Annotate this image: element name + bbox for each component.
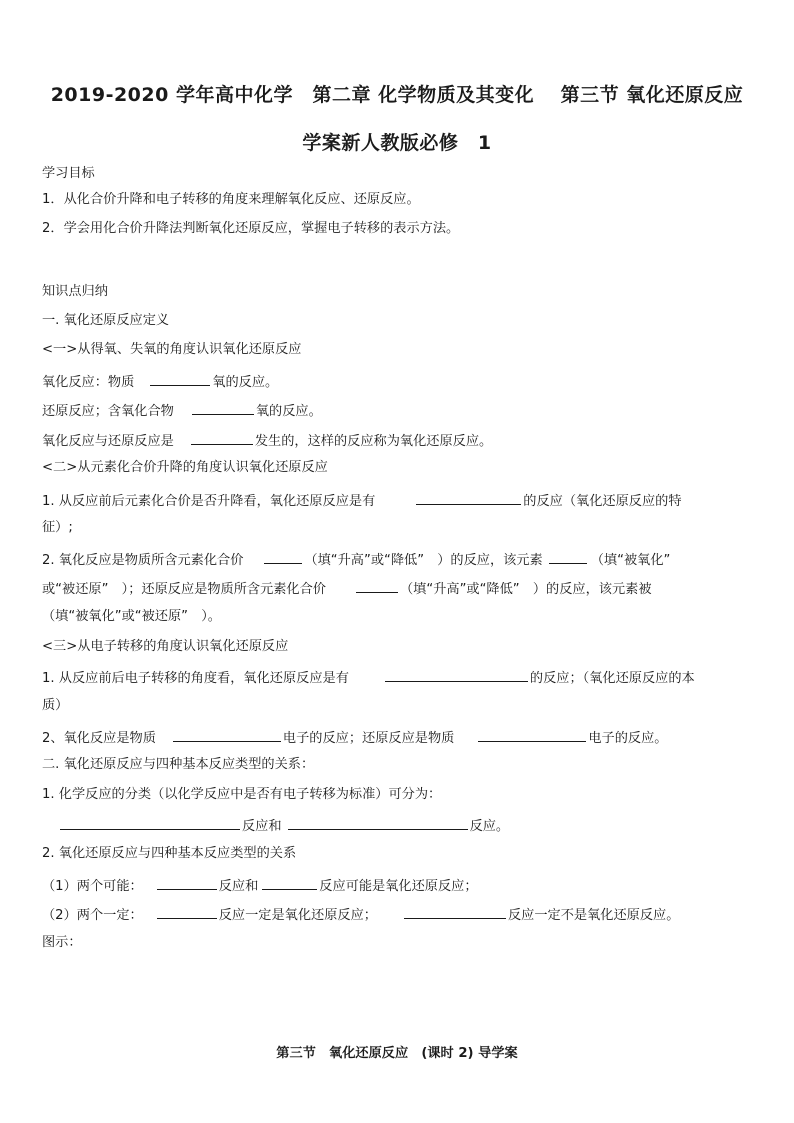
text-segment: 氧化反应与还原反应是	[42, 434, 174, 449]
text-segment: 1. 从反应前后电子转移的角度看，氧化还原反应是有	[42, 671, 349, 686]
text-segment: （2）两个一定：	[42, 908, 143, 923]
valence-question-2-cont2: （填“被氧化”或“被还原” ）。	[42, 609, 221, 624]
objective-item-2: 2．学会用化合价升降法判断氧化还原反应，掌握电子转移的表示方法。	[42, 221, 460, 236]
objective-item-1: 1．从化合价升降和电子转移的角度来理解氧化反应、还原反应。	[42, 192, 420, 207]
subsection-3-heading: <三>从电子转移的角度认识氧化还原反应	[42, 639, 289, 654]
text-segment: 发生的，这样的反应称为氧化还原反应。	[254, 434, 493, 449]
text-segment: 还原反应；含氧化合物	[42, 404, 174, 419]
fill-blank[interactable]	[191, 430, 253, 445]
text-segment: 电子的反应。	[588, 731, 668, 746]
fill-blank[interactable]	[150, 371, 210, 386]
text-segment: 反应一定不是氧化还原反应。	[507, 908, 680, 923]
section-1-heading: 一. 氧化还原反应定义	[42, 313, 170, 328]
redox-definition-line	[42, 430, 492, 451]
text-segment: 的反应；（氧化还原反应的本	[529, 671, 695, 686]
text-segment: 或“被还原” ）；还原反应是物质所含元素化合价	[42, 582, 326, 597]
text-segment: 的反应（氧化还原反应的特	[523, 494, 682, 509]
section-2-heading: 二. 氧化还原反应与四种基本反应类型的关系：	[42, 757, 315, 772]
electron-question-1	[42, 667, 695, 688]
text-segment: 反应。	[469, 819, 510, 834]
text-segment: （填“升高”或“降低” ）的反应，该元素被	[400, 582, 652, 597]
text-segment: 1. 从反应前后元素化合价是否升降看，氧化还原反应是有	[42, 494, 376, 509]
text-segment: 氧的反应。	[255, 404, 322, 419]
text-segment: 2、氧化反应是物质	[42, 731, 156, 746]
fill-blank[interactable]	[264, 549, 302, 564]
knowledge-heading: 知识点归纳	[42, 284, 108, 299]
diagram-label: 图示：	[42, 935, 82, 950]
valence-question-2-cont	[42, 578, 652, 599]
valence-question-1-cont: 征）;	[42, 520, 73, 535]
fill-blank[interactable]	[549, 549, 587, 564]
relation-heading: 2. 氧化还原反应与四种基本反应类型的关系	[42, 846, 297, 861]
subsection-2-heading: <二>从元素化合价升降的角度认识氧化还原反应	[42, 460, 328, 475]
fill-blank[interactable]	[356, 578, 398, 593]
fill-blank[interactable]	[385, 667, 528, 682]
classification-blanks-line	[42, 815, 509, 836]
text-segment: 2. 氧化反应是物质所含元素化合价	[42, 553, 244, 568]
text-segment: 氧化反应：物质	[42, 375, 135, 390]
page-footer: 第三节 氧化还原反应 (课时 2) 导学案	[276, 1046, 518, 1061]
text-segment: （1）两个可能：	[42, 879, 143, 894]
fill-blank[interactable]	[60, 815, 240, 830]
reduction-definition-line	[42, 400, 322, 421]
fill-blank[interactable]	[404, 904, 506, 919]
text-segment: 氧的反应。	[212, 375, 279, 390]
text-segment: 电子的反应；还原反应是物质	[282, 731, 455, 746]
two-certain-line	[42, 904, 679, 925]
electron-question-1-cont: 质）	[42, 698, 69, 713]
document-title: 2019-2020 学年高中化学 第二章 化学物质及其变化 第三节 氧化还原反应	[50, 84, 744, 106]
fill-blank[interactable]	[173, 727, 281, 742]
subsection-1-heading: <一>从得氧、失氧的角度认识氧化还原反应	[42, 342, 302, 357]
fill-blank[interactable]	[288, 815, 468, 830]
text-segment: 反应一定是氧化还原反应；	[218, 908, 377, 923]
fill-blank[interactable]	[192, 400, 254, 415]
fill-blank[interactable]	[478, 727, 586, 742]
text-segment: （填“升高”或“降低” ）的反应，该元素	[304, 553, 543, 568]
oxidation-definition-line	[42, 371, 278, 392]
text-segment: 反应和	[218, 879, 259, 894]
objectives-heading: 学习目标	[42, 166, 95, 181]
fill-blank[interactable]	[416, 490, 521, 505]
valence-question-1	[42, 490, 682, 511]
document-subtitle: 学案新人教版必修 1	[302, 132, 492, 154]
text-segment: 反应可能是氧化还原反应；	[319, 879, 478, 894]
text-segment: （填“被氧化”	[590, 553, 671, 568]
fill-blank[interactable]	[262, 875, 317, 890]
two-possible-line	[42, 875, 478, 896]
text-segment: 反应和	[242, 819, 282, 834]
valence-question-2	[42, 549, 670, 570]
electron-question-2	[42, 727, 667, 748]
fill-blank[interactable]	[157, 875, 217, 890]
fill-blank[interactable]	[157, 904, 217, 919]
classification-line: 1. 化学反应的分类（以化学反应中是否有电子转移为标准）可分为：	[42, 787, 442, 802]
